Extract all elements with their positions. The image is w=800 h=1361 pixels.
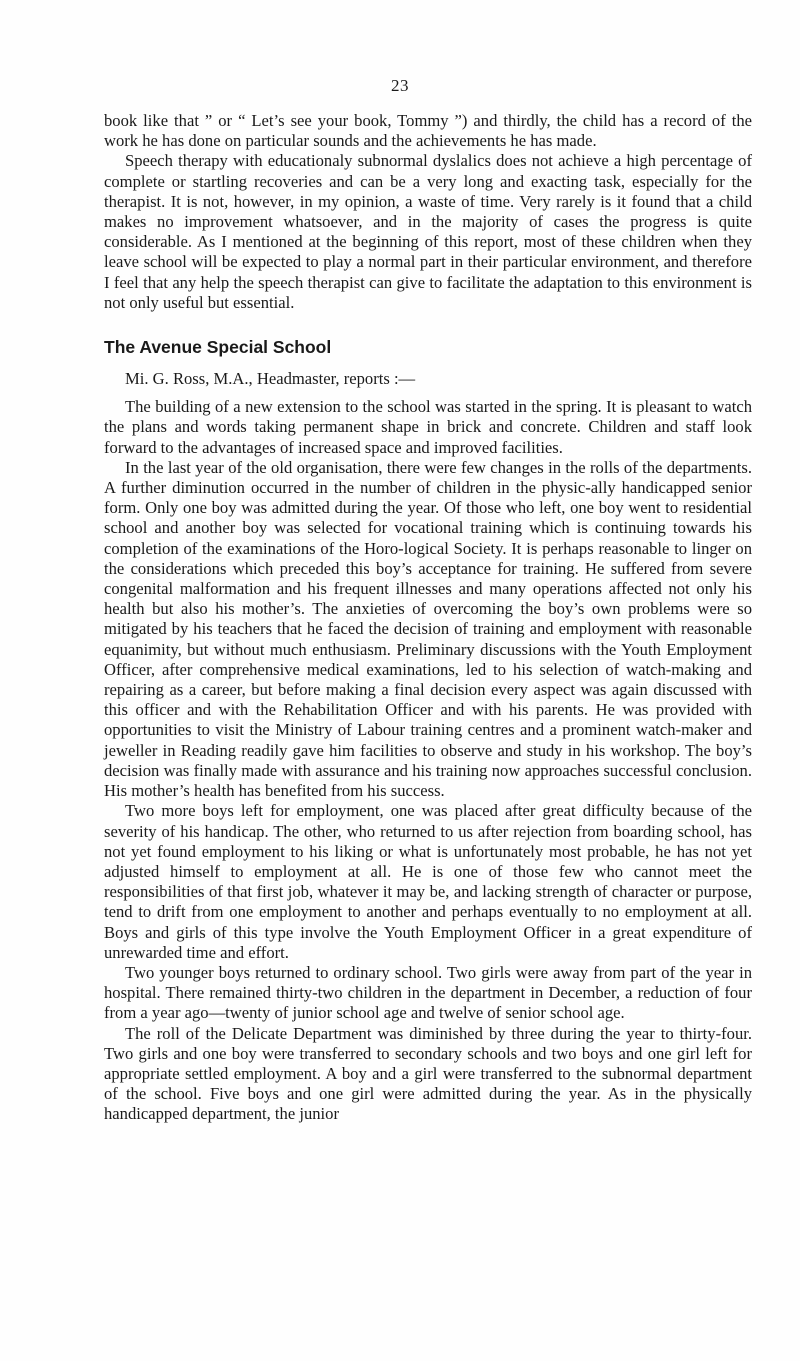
section-paragraph-delicate-department: The roll of the Delicate Department was diminished by three during the year to thirty-four. Two girls and one boy were transferred to secondary schools and two boys and one girl left for appropriate settled employment. A boy and a girl were transferred to the subnormal department of the school. Five boys and one girl were admitted during the year. As in the physically handicapped department, the junior [104, 1023, 752, 1124]
section-paragraph-organisation: In the last year of the old organisation, there were few changes in the rolls of the departments. A further diminution occurred in the number of children in the physic-ally handicapped senior form. Only one boy was admitted during the year. Of those who left, one boy went to residential school and another boy was selected for vocational training which is continuing towards his completion of the examinations of the Horo-logical Society. It is perhaps reasonable to linger on the considerations which preceded this boy’s acceptance for training. He suffered from severe congenital malformation and his frequent illnesses and many operations affected not only his health but also his mother’s. The anxieties of overcoming the boy’s own problems were so mitigated by his teachers that he faced the decision of training and employment with reasonable equanimity, but without much enthusiasm. Preliminary discussions with the Youth Employment Officer, after comprehensive medical examinations, led to his selection of watch-making and repairing as a career, but before making a final decision every aspect was again discussed with this officer and with the Rehabilitation Officer and with his parents. He was provided with opportunities to visit the Ministry of Labour training centres and a prominent watch-maker and jeweller in Reading readily gave him facilities to observe and study in his workshop. The boy’s decision was finally made with assurance and his training now approaches successful conclusion. His mother’s health has benefited from his success. [104, 457, 752, 801]
section-byline: Mi. G. Ross, M.A., Headmaster, reports :— [125, 369, 416, 389]
body-text [104, 111, 752, 1125]
section-heading: The Avenue Special School [104, 337, 332, 358]
section-paragraph-younger-boys: Two younger boys returned to ordinary school. Two girls were away from part of the year in hospital. There remained thirty-two children in the department in December, a reduction of four from a year ago—twenty of junior school age and twelve of senior school age. [104, 962, 752, 1023]
page-number: 23 [391, 76, 409, 95]
section-paragraph-building: The building of a new extension to the school was started in the spring. It is pleasant to watch the plans and words taking permanent shape in brick and concrete. Children and staff look forward to the advantages of increased space and improved facilities. [104, 397, 752, 457]
intro-paragraph-speech-therapy: Speech therapy with educationaly subnormal dyslalics does not achieve a high percentage of complete or startling recoveries and can be a very long and exacting task, especially for the therapist. It is not, however, in my opinion, a waste of time. Very rarely is it found that a child makes no improvement whatsoever, and in the majority of cases the progress is quite considerable. As I mentioned at the beginning of this report, most of these children when they leave school will be expected to play a normal part in their particular environment, and therefore I feel that any help the speech therapist can give to facilitate the adaptation to this environment is not only useful but essential. [104, 151, 752, 312]
section-paragraph-employment: Two more boys left for employment, one was placed after great difficulty because of the severity of his handicap. The other, who returned to us after rejection from boarding school, has not yet found employment to his liking or what is unfortunately most probable, he has not yet adjusted himself to employment at all. He is one of those few who cannot meet the responsibilities of that first job, whatever it may be, and lacking strength of character or purpose, tend to drift from one employment to another and perhaps eventually to no employment at all. Boys and girls of this type involve the Youth Employment Officer in a great expenditure of unrewarded time and effort. [104, 801, 752, 962]
intro-paragraph-continued: book like that ” or “ Let’s see your book, Tommy ”) and thirdly, the child has a record of the work he has done on particular sounds and the achievements he has made. [104, 111, 752, 151]
